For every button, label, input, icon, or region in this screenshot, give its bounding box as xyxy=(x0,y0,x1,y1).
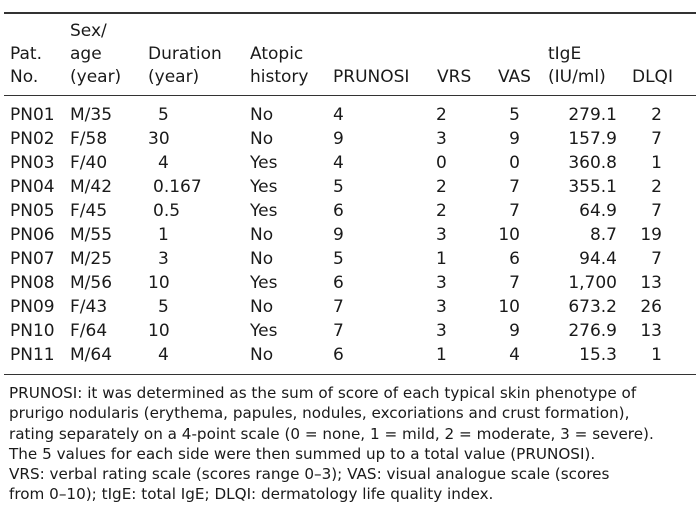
cell-sexage: M/42 xyxy=(70,177,113,197)
cell-tige: 157.9 xyxy=(568,129,617,149)
cell-vas: 9 xyxy=(509,129,520,149)
cell-vrs: 3 xyxy=(436,321,447,341)
header-pat-line1: Pat. xyxy=(10,44,42,64)
cell-duration: 10 xyxy=(148,321,170,341)
cell-vrs: 2 xyxy=(436,177,447,197)
cell-sexage: M/55 xyxy=(70,225,113,245)
cell-prunosi: 6 xyxy=(333,201,344,221)
cell-pat: PN04 xyxy=(10,177,55,197)
cell-sexage: M/56 xyxy=(70,273,113,293)
cell-pat: PN08 xyxy=(10,273,55,293)
cell-atopic: No xyxy=(250,105,274,125)
cell-vrs: 2 xyxy=(436,105,447,125)
footnote-line: prurigo nodularis (erythema, papules, nodules, excoriations and crust formation), xyxy=(9,404,630,423)
footnote-line: VRS: verbal rating scale (scores range 0–3); VAS: visual analogue scale (scores xyxy=(9,465,610,484)
cell-pat: PN11 xyxy=(10,345,55,365)
header-prunosi: PRUNOSI xyxy=(333,67,410,87)
cell-pat: PN05 xyxy=(10,201,55,221)
cell-vrs: 3 xyxy=(436,129,447,149)
top-rule xyxy=(4,12,696,14)
cell-duration: 4 xyxy=(158,153,169,173)
cell-tige: 673.2 xyxy=(568,297,617,317)
cell-duration: 3 xyxy=(158,249,169,269)
cell-prunosi: 5 xyxy=(333,177,344,197)
cell-pat: PN09 xyxy=(10,297,55,317)
cell-atopic: Yes xyxy=(250,153,278,173)
cell-dlqi: 13 xyxy=(640,273,662,293)
cell-tige: 355.1 xyxy=(568,177,617,197)
cell-sexage: M/64 xyxy=(70,345,113,365)
footnote-line: rating separately on a 4-point scale (0 = none, 1 = mild, 2 = moderate, 3 = severe). xyxy=(9,424,654,443)
header-duration-line1: Duration xyxy=(148,44,222,64)
footnote-line: PRUNOSI: it was determined as the sum of score of each typical skin phenotype of xyxy=(9,384,637,402)
cell-vrs: 3 xyxy=(436,225,447,245)
cell-atopic: Yes xyxy=(250,273,278,293)
cell-vas: 7 xyxy=(509,273,520,293)
cell-vrs: 1 xyxy=(436,249,447,269)
cell-tige: 64.9 xyxy=(579,201,617,221)
cell-vrs: 0 xyxy=(436,153,447,173)
cell-dlqi: 1 xyxy=(651,345,662,365)
cell-vrs: 2 xyxy=(436,201,447,221)
header-sex-line2: age xyxy=(70,44,102,64)
cell-prunosi: 9 xyxy=(333,225,344,245)
cell-tige: 279.1 xyxy=(568,105,617,125)
footnote-line: The 5 values for each side were then summed up to a total value (PRUNOSI). xyxy=(9,444,596,463)
cell-vas: 6 xyxy=(509,249,520,269)
header-pat-line2: No. xyxy=(10,67,39,87)
cell-pat: PN03 xyxy=(10,153,55,173)
cell-duration: 4 xyxy=(158,345,169,365)
cell-vas: 9 xyxy=(509,321,520,341)
cell-tige: 360.8 xyxy=(568,153,617,173)
cell-prunosi: 6 xyxy=(333,273,344,293)
cell-prunosi: 4 xyxy=(333,105,344,125)
cell-prunosi: 9 xyxy=(333,129,344,149)
cell-pat: PN07 xyxy=(10,249,55,269)
bottom-rule xyxy=(4,374,696,375)
cell-sexage: F/64 xyxy=(70,321,108,341)
cell-tige: 15.3 xyxy=(579,345,617,365)
header-tige-line1: tIgE xyxy=(548,44,582,64)
cell-vas: 0 xyxy=(509,153,520,173)
footnote-line: from 0–10); tIgE: total IgE; DLQI: dermatology life quality index. xyxy=(9,485,494,504)
cell-dlqi: 2 xyxy=(651,177,662,197)
cell-tige: 276.9 xyxy=(568,321,617,341)
cell-dlqi: 19 xyxy=(640,225,662,245)
cell-atopic: Yes xyxy=(250,321,278,341)
cell-sexage: F/40 xyxy=(70,153,108,173)
cell-duration: 1 xyxy=(158,225,169,245)
cell-duration: 0.5 xyxy=(153,201,181,221)
header-dlqi: DLQI xyxy=(632,67,673,87)
cell-sexage: M/35 xyxy=(70,105,113,125)
cell-dlqi: 7 xyxy=(651,249,662,269)
header-tige-line2: (IU/ml) xyxy=(548,67,606,87)
cell-atopic: No xyxy=(250,345,274,365)
header-sex-line3: (year) xyxy=(70,67,122,87)
cell-vrs: 3 xyxy=(436,273,447,293)
cell-sexage: F/43 xyxy=(70,297,108,317)
cell-atopic: Yes xyxy=(250,177,278,197)
table-footnote xyxy=(9,383,697,505)
cell-pat: PN01 xyxy=(10,105,55,125)
cell-duration: 30 xyxy=(148,129,170,149)
cell-vas: 10 xyxy=(498,297,520,317)
cell-vas: 4 xyxy=(509,345,520,365)
header-duration-line2: (year) xyxy=(148,67,200,87)
cell-duration: 10 xyxy=(148,273,170,293)
cell-tige: 94.4 xyxy=(579,249,617,269)
cell-dlqi: 7 xyxy=(651,129,662,149)
cell-vas: 7 xyxy=(509,201,520,221)
cell-atopic: No xyxy=(250,249,274,269)
header-atopic-line1: Atopic xyxy=(250,44,304,64)
header-sex-line1: Sex/ xyxy=(70,21,107,41)
header-vrs: VRS xyxy=(437,67,472,87)
cell-atopic: No xyxy=(250,225,274,245)
cell-dlqi: 26 xyxy=(640,297,662,317)
cell-prunosi: 7 xyxy=(333,297,344,317)
cell-pat: PN06 xyxy=(10,225,55,245)
cell-dlqi: 13 xyxy=(640,321,662,341)
cell-vas: 7 xyxy=(509,177,520,197)
cell-sexage: F/45 xyxy=(70,201,108,221)
cell-atopic: No xyxy=(250,129,274,149)
cell-tige: 8.7 xyxy=(589,225,617,245)
cell-duration: 5 xyxy=(158,297,169,317)
cell-vas: 5 xyxy=(509,105,520,125)
cell-sexage: F/58 xyxy=(70,129,108,149)
cell-duration: 0.167 xyxy=(153,177,202,197)
cell-dlqi: 2 xyxy=(651,105,662,125)
cell-pat: PN10 xyxy=(10,321,55,341)
cell-prunosi: 4 xyxy=(333,153,344,173)
cell-prunosi: 7 xyxy=(333,321,344,341)
cell-prunosi: 5 xyxy=(333,249,344,269)
cell-atopic: Yes xyxy=(250,201,278,221)
cell-prunosi: 6 xyxy=(333,345,344,365)
header-atopic-line2: history xyxy=(250,67,309,87)
cell-sexage: M/25 xyxy=(70,249,113,269)
header-rule xyxy=(4,95,696,96)
cell-atopic: No xyxy=(250,297,274,317)
cell-vas: 10 xyxy=(498,225,520,245)
cell-vrs: 1 xyxy=(436,345,447,365)
cell-dlqi: 7 xyxy=(651,201,662,221)
cell-pat: PN02 xyxy=(10,129,55,149)
cell-duration: 5 xyxy=(158,105,169,125)
cell-vrs: 3 xyxy=(436,297,447,317)
header-vas: VAS xyxy=(498,67,531,87)
cell-dlqi: 1 xyxy=(651,153,662,173)
cell-tige: 1,700 xyxy=(568,273,617,293)
